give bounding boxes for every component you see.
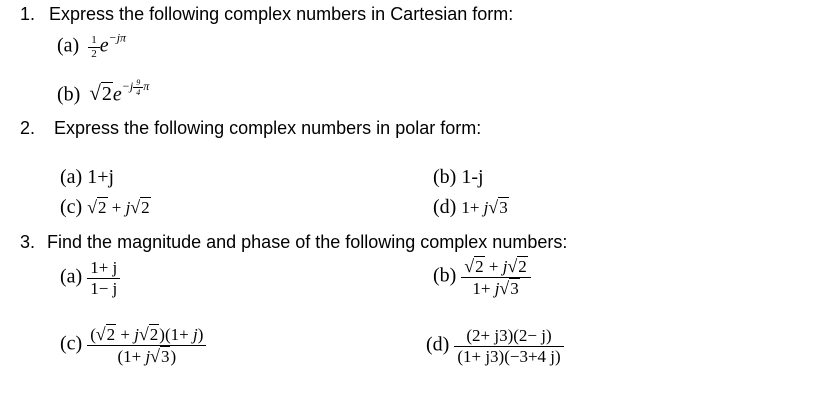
denominator: (1+ j√3) bbox=[117, 345, 177, 366]
square-root: √2 bbox=[87, 197, 107, 217]
imag-unit: j bbox=[145, 346, 151, 366]
radicand: 2 bbox=[141, 198, 150, 217]
q3-part-c bbox=[60, 324, 206, 366]
radicand: 2 bbox=[98, 198, 107, 217]
q1-part-b bbox=[57, 78, 149, 106]
radicand: 3 bbox=[160, 346, 170, 366]
denominator: 2 bbox=[91, 47, 97, 60]
exponent: −jπ bbox=[108, 30, 127, 45]
part-label: (c) bbox=[60, 196, 83, 218]
part-label: (b) bbox=[57, 83, 81, 106]
part-label: (b) bbox=[433, 264, 457, 287]
paren: ( bbox=[90, 325, 96, 344]
question-number: 1. bbox=[20, 4, 36, 24]
radicand: 3 bbox=[510, 278, 519, 298]
part-label: (a) bbox=[60, 265, 83, 288]
q2-part-c bbox=[60, 196, 151, 219]
question-text: Find the magnitude and phase of the following complex numbers: bbox=[47, 232, 568, 252]
real-part: 1+ bbox=[472, 278, 495, 298]
question-text: Express the following complex numbers in polar form: bbox=[54, 118, 482, 138]
question-3 bbox=[20, 232, 567, 253]
q2-part-d bbox=[433, 196, 509, 219]
base-e: e bbox=[112, 83, 122, 106]
fraction bbox=[454, 326, 563, 366]
denominator: 1− j bbox=[90, 278, 118, 298]
part-label: (b) bbox=[433, 166, 457, 188]
square-root: √2 bbox=[89, 81, 112, 106]
imag-unit: j bbox=[192, 325, 198, 344]
exp-fraction bbox=[133, 78, 143, 97]
numerator: (2+ j3)(2− j) bbox=[454, 326, 563, 347]
factor: )(1+ bbox=[159, 325, 193, 344]
numerator: 9 bbox=[133, 78, 143, 88]
fraction bbox=[88, 34, 100, 60]
numerator: (√2 + j√2)(1+ j) bbox=[87, 324, 206, 346]
real-part: 1+ bbox=[461, 198, 484, 217]
exp-prefix: −j bbox=[121, 79, 134, 94]
radicand: 2 bbox=[101, 83, 112, 106]
plus-sign: + bbox=[116, 325, 135, 344]
part-label: (d) bbox=[426, 333, 450, 356]
q2-part-b bbox=[433, 166, 484, 189]
exp-suffix: π bbox=[143, 79, 150, 94]
radicand: 2 bbox=[518, 257, 527, 276]
fraction bbox=[461, 256, 530, 298]
radicand: 2 bbox=[149, 325, 159, 344]
part-label: (d) bbox=[433, 196, 457, 218]
question-number: 3. bbox=[20, 232, 36, 252]
numerator: 1+ j bbox=[87, 258, 120, 279]
square-root: √2 bbox=[130, 197, 150, 217]
q3-part-b bbox=[433, 256, 531, 298]
part-label: (a) bbox=[60, 166, 83, 188]
numerator: √2 + j√2 bbox=[461, 256, 530, 278]
plus-sign: + bbox=[107, 198, 126, 217]
q3-part-a bbox=[60, 258, 120, 298]
question-2 bbox=[20, 118, 481, 139]
factor: (1+ bbox=[117, 346, 146, 366]
imag-unit: j bbox=[134, 325, 139, 344]
fraction bbox=[87, 324, 206, 366]
imag-unit: j bbox=[502, 257, 508, 276]
base-e: e bbox=[99, 34, 109, 57]
square-root: √3 bbox=[488, 197, 508, 217]
q2-part-a bbox=[60, 166, 114, 189]
fraction bbox=[87, 258, 120, 298]
part-label: (c) bbox=[60, 332, 83, 355]
question-number: 2. bbox=[20, 118, 36, 138]
radicand: 2 bbox=[106, 325, 116, 344]
expression: 1+j bbox=[87, 166, 115, 188]
imag-unit: j bbox=[483, 198, 489, 217]
imag-unit: j bbox=[125, 198, 131, 217]
q1-part-a bbox=[57, 30, 127, 60]
imag-unit: j bbox=[494, 278, 500, 298]
paren: ) bbox=[170, 346, 177, 366]
expression: 1-j bbox=[461, 166, 484, 188]
denominator: (1+ j3)(−3+4 j) bbox=[457, 346, 561, 366]
denominator: 4 bbox=[136, 88, 141, 98]
paren: ) bbox=[197, 325, 204, 344]
denominator: 1+ j√3 bbox=[472, 277, 519, 298]
question-text: Express the following complex numbers in Cartesian form: bbox=[49, 4, 514, 24]
plus-sign: + bbox=[484, 257, 503, 276]
part-label: (a) bbox=[57, 34, 80, 57]
question-1 bbox=[20, 4, 513, 25]
q3-part-d bbox=[426, 326, 564, 366]
exponent bbox=[121, 78, 150, 98]
radicand: 2 bbox=[475, 257, 484, 276]
numerator: 1 bbox=[88, 34, 100, 48]
radicand: 3 bbox=[499, 198, 508, 217]
